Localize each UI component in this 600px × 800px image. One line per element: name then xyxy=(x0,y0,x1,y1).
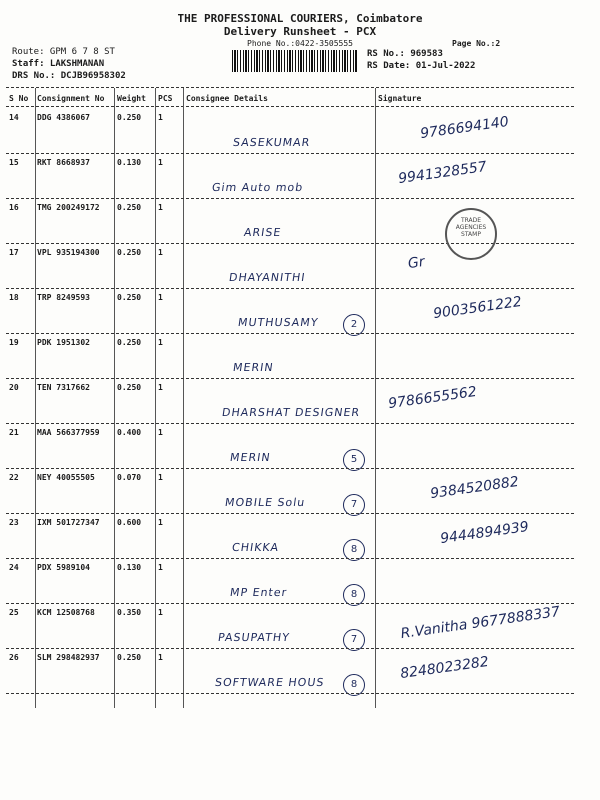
row-consignee-handwritten: PASUPATHY xyxy=(217,631,291,644)
row-signature-handwritten: Gr xyxy=(406,253,426,273)
row-pcs: 1 xyxy=(158,563,163,572)
row-consignment-no: PDX 5989104 xyxy=(37,563,90,572)
row-sno: 17 xyxy=(9,248,19,257)
row-divider xyxy=(6,198,574,199)
row-consignment-no: RKT 8668937 xyxy=(37,158,90,167)
row-weight: 0.250 xyxy=(117,113,142,122)
row-consignee-handwritten: MP Enter xyxy=(229,586,289,599)
rs-date: RS Date: 01-Jul-2022 xyxy=(367,61,476,71)
row-signature-handwritten: 9384520882 xyxy=(429,473,520,503)
row-circled-number: 7 xyxy=(343,494,365,516)
row-weight: 0.250 xyxy=(117,248,142,257)
row-consignment-no: NEY 40055505 xyxy=(37,473,95,482)
staff: Staff: LAKSHMANAN xyxy=(12,59,105,69)
row-signature-handwritten: 9444894939 xyxy=(439,518,530,548)
document-title: Delivery Runsheet - PCX xyxy=(223,25,377,38)
column-divider xyxy=(375,88,376,708)
row-circled-number: 5 xyxy=(343,449,365,471)
column-divider xyxy=(114,88,115,708)
row-signature-handwritten: 9786655562 xyxy=(387,383,478,413)
row-signature-handwritten: 8248023282 xyxy=(399,653,490,683)
row-divider xyxy=(6,648,574,649)
row-consignment-no: VPL 935194300 xyxy=(37,248,100,257)
column-divider xyxy=(155,88,156,708)
row-pcs: 1 xyxy=(158,158,163,167)
row-sno: 24 xyxy=(9,563,19,572)
column-divider xyxy=(183,88,184,708)
row-circled-number: 8 xyxy=(343,674,365,696)
row-weight: 0.130 xyxy=(117,158,142,167)
row-consignment-no: TEN 7317662 xyxy=(37,383,90,392)
row-signature-handwritten: 9786694140 xyxy=(419,113,510,143)
row-consignment-no: DDG 4386067 xyxy=(37,113,90,122)
row-weight: 0.350 xyxy=(117,608,142,617)
row-divider xyxy=(6,378,574,379)
header-rule-bottom xyxy=(6,106,574,107)
row-weight: 0.250 xyxy=(117,653,142,662)
column-header-consignee: Consignee Details xyxy=(186,94,268,103)
row-consignee-handwritten: MOBILE Solu xyxy=(224,496,307,509)
row-divider xyxy=(6,288,574,289)
row-pcs: 1 xyxy=(158,473,163,482)
column-header-weight: Weight xyxy=(117,94,146,103)
route: Route: GPM 6 7 8 ST xyxy=(12,47,115,57)
company-name: THE PROFESSIONAL COURIERS, Coimbatore xyxy=(177,12,423,25)
row-pcs: 1 xyxy=(158,428,163,437)
row-divider xyxy=(6,558,574,559)
row-divider xyxy=(6,468,574,469)
row-divider xyxy=(6,513,574,514)
row-circled-number: 2 xyxy=(343,314,365,336)
column-header-consignment: Consignment No xyxy=(37,94,105,103)
column-header-signature: Signature xyxy=(378,94,422,103)
row-consignee-handwritten: ARISE xyxy=(243,226,283,239)
row-consignee-handwritten: MUTHUSAMY xyxy=(237,316,320,329)
row-sno: 20 xyxy=(9,383,19,392)
row-pcs: 1 xyxy=(158,518,163,527)
row-consignee-handwritten: DHARSHAT DESIGNER xyxy=(221,406,361,419)
row-divider xyxy=(6,603,574,604)
row-consignee-handwritten: DHAYANITHI xyxy=(228,271,307,284)
company-stamp-image: TRADE AGENCIES STAMP xyxy=(445,208,497,260)
row-sno: 19 xyxy=(9,338,19,347)
row-consignee-handwritten: MERIN xyxy=(232,361,275,374)
row-weight: 0.130 xyxy=(117,563,142,572)
row-weight: 0.400 xyxy=(117,428,142,437)
row-divider xyxy=(6,153,574,154)
row-consignment-no: MAA 566377959 xyxy=(37,428,100,437)
row-sno: 21 xyxy=(9,428,19,437)
row-weight: 0.250 xyxy=(117,338,142,347)
row-consignment-no: TRP 8249593 xyxy=(37,293,90,302)
column-divider xyxy=(35,88,36,708)
row-consignee-handwritten: CHIKKA xyxy=(231,541,280,554)
row-pcs: 1 xyxy=(158,248,163,257)
column-header-pcs: PCS xyxy=(158,94,173,103)
row-sno: 15 xyxy=(9,158,19,167)
row-consignee-handwritten: Gim Auto mob xyxy=(211,181,305,194)
row-pcs: 1 xyxy=(158,293,163,302)
row-consignment-no: IXM 501727347 xyxy=(37,518,100,527)
row-weight: 0.070 xyxy=(117,473,142,482)
row-divider xyxy=(6,693,574,694)
row-pcs: 1 xyxy=(158,113,163,122)
row-pcs: 1 xyxy=(158,608,163,617)
row-circled-number: 7 xyxy=(343,629,365,651)
row-signature-handwritten: 9003561222 xyxy=(432,293,523,323)
row-signature-handwritten: 9941328557 xyxy=(397,158,488,188)
row-consignment-no: TMG 200249172 xyxy=(37,203,100,212)
barcode-image xyxy=(232,50,358,72)
row-circled-number: 8 xyxy=(343,584,365,606)
row-sno: 18 xyxy=(9,293,19,302)
row-sno: 26 xyxy=(9,653,19,662)
column-header-sno: S No xyxy=(9,94,29,103)
row-circled-number: 8 xyxy=(343,539,365,561)
row-signature-handwritten: R.Vanitha 9677888337 xyxy=(399,603,562,643)
row-pcs: 1 xyxy=(158,383,163,392)
row-sno: 23 xyxy=(9,518,19,527)
row-pcs: 1 xyxy=(158,338,163,347)
row-pcs: 1 xyxy=(158,653,163,662)
row-sno: 14 xyxy=(9,113,19,122)
row-weight: 0.600 xyxy=(117,518,142,527)
row-sno: 16 xyxy=(9,203,19,212)
row-weight: 0.250 xyxy=(117,293,142,302)
row-sno: 22 xyxy=(9,473,19,482)
row-consignment-no: KCM 12508768 xyxy=(37,608,95,617)
row-pcs: 1 xyxy=(158,203,163,212)
row-consignment-no: SLM 298482937 xyxy=(37,653,100,662)
rs-number: RS No.: 969583 xyxy=(367,49,443,59)
drs-number: DRS No.: DCJB96958302 xyxy=(12,71,126,81)
row-consignment-no: PDK 1951302 xyxy=(37,338,90,347)
row-sno: 25 xyxy=(9,608,19,617)
row-consignee-handwritten: MERIN xyxy=(229,451,272,464)
phone-number: Phone No.:0422-3505555 xyxy=(247,39,353,48)
row-weight: 0.250 xyxy=(117,203,142,212)
header-rule-top xyxy=(6,87,574,88)
row-divider xyxy=(6,423,574,424)
row-consignee-handwritten: SASEKUMAR xyxy=(232,136,312,149)
row-weight: 0.250 xyxy=(117,383,142,392)
row-divider xyxy=(6,333,574,334)
page-number: Page No.:2 xyxy=(452,39,501,48)
row-consignee-handwritten: SOFTWARE HOUS xyxy=(214,676,326,689)
